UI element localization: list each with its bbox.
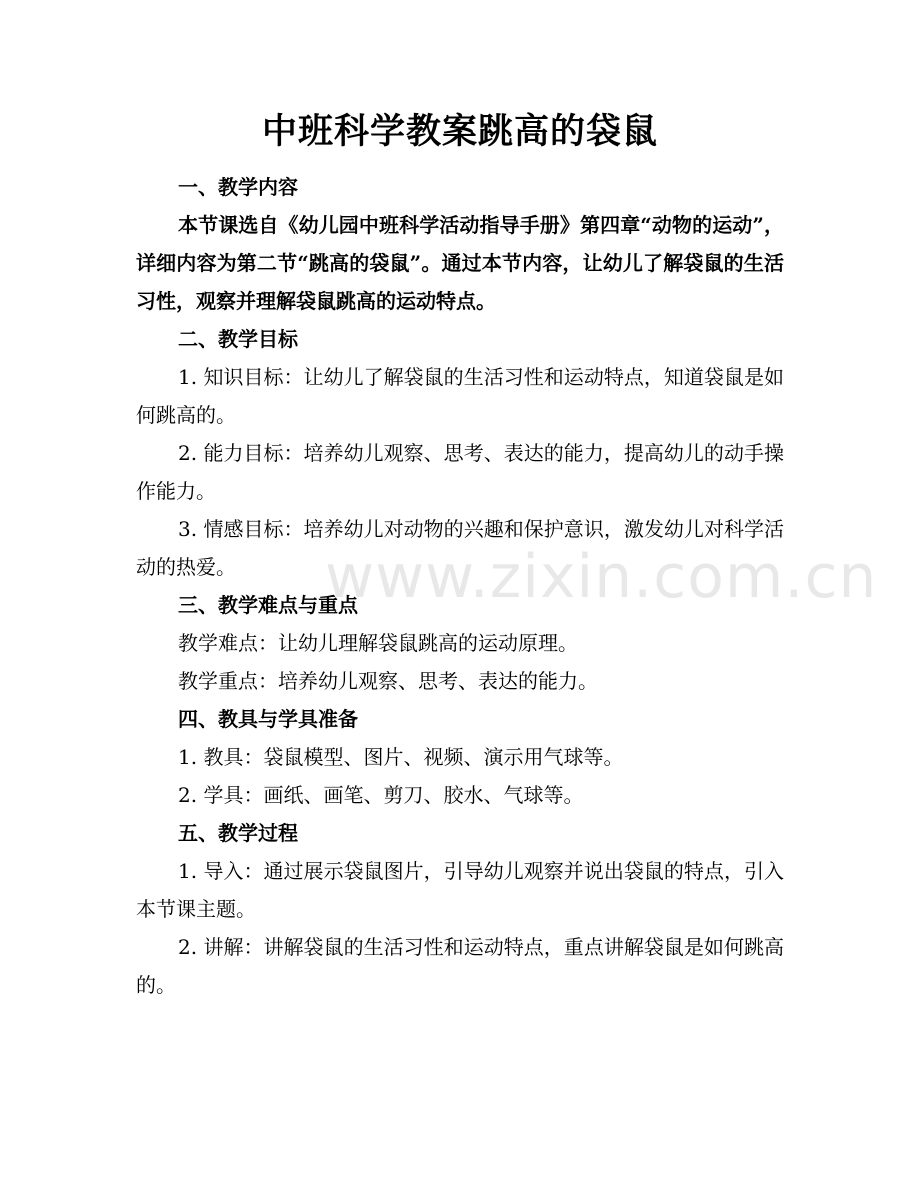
watermark: www.zixin.com.cn	[325, 542, 878, 612]
section-heading-process: 五、教学过程	[178, 821, 298, 845]
objective-emotion: 3. 情感目标：培养幼儿对动物的兴趣和保护意识，激发幼儿对科学活动的热爱。	[136, 517, 784, 579]
content-paragraph: 本节课选自《幼儿园中班科学活动指导手册》第四章“动物的运动”，详细内容为第二节“跳高的袋鼠”。通过本节内容，让幼儿了解袋鼠的生活习性，观察并理解袋鼠跳高的运动特点。	[136, 213, 784, 313]
process-introduction: 1. 导入：通过展示袋鼠图片，引导幼儿观察并说出袋鼠的特点，引入本节课主题。	[136, 859, 784, 921]
teaching-aids: 1. 教具：袋鼠模型、图片、视频、演示用气球等。	[178, 745, 624, 769]
section-heading-materials: 四、教具与学具准备	[178, 707, 358, 731]
page-title: 中班科学教案跳高的袋鼠	[261, 111, 658, 152]
document-body	[136, 168, 784, 1004]
process-explanation: 2. 讲解：讲解袋鼠的生活习性和运动特点，重点讲解袋鼠是如何跳高的。	[136, 935, 784, 997]
teaching-difficulty: 教学难点：让幼儿理解袋鼠跳高的运动原理。	[178, 631, 578, 655]
section-heading-difficulties: 三、教学难点与重点	[178, 593, 358, 617]
learning-tools: 2. 学具：画纸、画笔、剪刀、胶水、气球等。	[178, 783, 584, 807]
section-heading-content: 一、教学内容	[178, 175, 298, 199]
objective-ability: 2. 能力目标：培养幼儿观察、思考、表达的能力，提高幼儿的动手操作能力。	[136, 441, 784, 503]
objective-knowledge: 1. 知识目标：让幼儿了解袋鼠的生活习性和运动特点，知道袋鼠是如何跳高的。	[136, 365, 784, 427]
teaching-focus: 教学重点：培养幼儿观察、思考、表达的能力。	[178, 669, 598, 693]
section-heading-objectives: 二、教学目标	[178, 327, 298, 351]
